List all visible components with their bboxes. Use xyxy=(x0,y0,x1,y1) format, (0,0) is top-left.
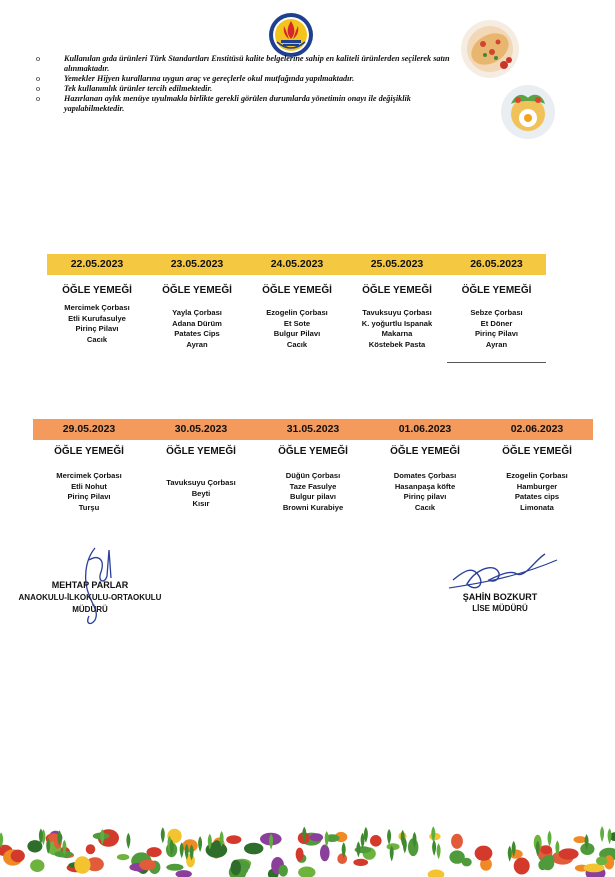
vegetable-shape xyxy=(244,843,263,855)
menu-item: Köstebek Pasta xyxy=(368,339,426,349)
date-header: 22.05.2023 xyxy=(70,258,124,270)
date-header: 29.05.2023 xyxy=(62,423,116,435)
menu-item: Patates cips xyxy=(514,492,560,502)
menu-item: Pirinç pilavı xyxy=(403,492,447,502)
menu-item: Tavuksuyu Çorbası xyxy=(166,478,236,487)
divider-line xyxy=(447,362,546,363)
menu-item: Cacık xyxy=(286,339,308,349)
note-bullet: o xyxy=(36,94,40,103)
date-header: 31.05.2023 xyxy=(286,423,340,435)
menu-item: Etli Nohut xyxy=(71,481,107,491)
menu-items xyxy=(447,308,546,350)
vegetable-shape xyxy=(320,845,330,862)
menu-items xyxy=(47,303,147,345)
meal-title: ÖĞLE YEMEĞİ xyxy=(162,285,232,296)
menu-items xyxy=(247,308,347,350)
food-plate-image xyxy=(459,18,521,80)
left-signatory-title: ANAOKULU-İLKOKULU-ORTAOKULU xyxy=(18,593,162,602)
menu-item: Cacık xyxy=(86,334,108,344)
vegetable-shape xyxy=(541,845,552,854)
date-header: 26.05.2023 xyxy=(470,258,523,270)
menu-item: Ezogelin Çorbası xyxy=(266,308,328,317)
vegetable-shape xyxy=(596,857,607,866)
left-signatory-title: MÜDÜRÜ xyxy=(72,605,108,614)
vegetable-border-image xyxy=(0,818,615,877)
menu-items xyxy=(347,308,447,350)
menu-item: K. yoğurtlu Ispanak xyxy=(361,318,433,328)
menu-item: Pirinç Pilavı xyxy=(474,329,519,339)
menu-item: Mercimek Çorbası xyxy=(56,471,122,480)
meal-title: ÖĞLE YEMEĞİ xyxy=(166,446,236,457)
meal-title: ÖĞLE YEMEĞİ xyxy=(54,446,124,457)
note-text: Tek kullanımlık ürünler tercih edilmektedir. xyxy=(64,84,213,93)
left-signatory-name: MEHTAP PARLAR xyxy=(51,580,129,590)
menu-item: Browni Kurabiye xyxy=(282,502,344,512)
menu-item: Yayla Çorbası xyxy=(172,308,222,317)
note-text: Hazırlanan aylık menüye uyulmakla birlikte gerekli görülen durumlarda yönetimin onayı ile değişiklik yapılabilmektedir. xyxy=(64,94,411,113)
date-header: 24.05.2023 xyxy=(270,258,324,270)
vegetable-shape xyxy=(449,850,464,863)
food-bowl-image xyxy=(498,84,558,140)
date-header: 02.06.2023 xyxy=(510,423,564,435)
vegetable-shape xyxy=(475,846,493,861)
right-signatory-name: ŞAHİN BOZKURT xyxy=(462,592,538,602)
vegetable-shape xyxy=(279,865,288,877)
vegetable-shape xyxy=(310,833,323,841)
meal-title: ÖĞLE YEMEĞİ xyxy=(62,285,132,296)
menu-item: Adana Dürüm xyxy=(172,318,222,328)
vegetable-shape xyxy=(166,864,183,871)
school-logo xyxy=(268,12,314,58)
vegetable-shape xyxy=(226,835,241,844)
menu-item: Kısır xyxy=(192,499,210,509)
menu-item: Et Döner xyxy=(480,318,513,328)
vegetable-shape xyxy=(541,856,554,871)
note-item xyxy=(28,74,468,84)
vegetable-shape xyxy=(231,860,241,876)
note-bullet: o xyxy=(36,74,40,83)
menu-item: Ayran xyxy=(186,339,208,349)
menu-item: Makarna xyxy=(381,329,413,339)
vegetable-shape xyxy=(74,856,90,874)
menu-item: Limonata xyxy=(520,502,554,512)
menu-item: Pirinç Pilavı xyxy=(75,324,119,334)
meal-title: ÖĞLE YEMEĞİ xyxy=(362,285,432,296)
vegetable-shape xyxy=(574,836,587,843)
menu-item: Patates Cips xyxy=(174,329,220,339)
menu-item: Et Sote xyxy=(283,318,311,328)
meal-title: ÖĞLE YEMEĞİ xyxy=(262,285,332,296)
menu-item: Pirinç Pilavı xyxy=(67,492,111,502)
vegetable-shape xyxy=(296,848,304,861)
note-text: Kullanılan gıda ürünleri Türk Standartları Enstitüsü kalite belgelerine sahip en kaliteli ürünlerden seçilerek satın alınmaktadır. xyxy=(64,54,450,73)
note-item xyxy=(28,84,468,94)
menu-item: Sebze Çorbası xyxy=(470,308,523,317)
menu-item: Tavuksuyu Çorbası xyxy=(362,308,432,317)
vegetable-shape xyxy=(451,834,463,849)
date-header: 25.05.2023 xyxy=(370,258,424,270)
menu-item: Hamburger xyxy=(516,481,558,491)
menu-item: Düğün Çorbası xyxy=(285,471,341,480)
vegetable-shape xyxy=(514,858,530,875)
note-bullet: o xyxy=(36,84,40,93)
menu-items xyxy=(481,471,593,513)
vegetable-shape xyxy=(353,859,368,866)
menu-item: Bulgur pilavı xyxy=(290,492,336,502)
right-signatory-title: LİSE MÜDÜRÜ xyxy=(472,604,528,613)
week-1-menu xyxy=(0,254,615,374)
date-header: 23.05.2023 xyxy=(170,258,224,270)
vegetable-shape xyxy=(337,853,347,864)
menu-items xyxy=(33,471,145,513)
meal-title: ÖĞLE YEMEĞİ xyxy=(390,446,460,457)
note-item xyxy=(28,94,468,114)
menu-item: Ezogelin Çorbası xyxy=(506,471,568,480)
menu-item: Mercimek Çorbası xyxy=(64,303,130,312)
meal-title: ÖĞLE YEMEĞİ xyxy=(502,446,572,457)
menu-item: Bulgur Pilavı xyxy=(273,329,321,339)
menu-item: Cacık xyxy=(414,502,436,512)
notes-list xyxy=(28,54,468,114)
vegetable-shape xyxy=(559,848,579,859)
menu-items xyxy=(147,308,247,350)
menu-item: Ayran xyxy=(485,339,508,349)
date-header: 30.05.2023 xyxy=(174,423,228,435)
vegetable-shape xyxy=(117,854,129,860)
vegetable-shape xyxy=(86,844,96,854)
vegetable-shape xyxy=(370,835,382,847)
meal-title: ÖĞLE YEMEĞİ xyxy=(461,285,532,296)
menu-item: Beyti xyxy=(191,488,211,498)
note-text: Yemekler Hijyen kurallarına uygun araç ve gereçlerle okul mutfağında yapılmaktadır. xyxy=(64,74,355,83)
menu-item: Etli Kurufasulye xyxy=(68,313,126,323)
vegetable-shape xyxy=(11,850,25,863)
meal-title: ÖĞLE YEMEĞİ xyxy=(278,446,348,457)
date-header: 01.06.2023 xyxy=(398,423,452,435)
menu-item: Domates Çorbası xyxy=(393,471,457,480)
week-2-menu xyxy=(0,419,615,529)
menu-items xyxy=(257,471,369,513)
vegetable-shape xyxy=(30,859,44,872)
signature-scribble-right xyxy=(445,540,565,600)
vegetable-shape xyxy=(139,860,156,871)
menu-item: Taze Fasulye xyxy=(289,481,337,491)
menu-item: Turşu xyxy=(78,502,100,512)
menu-item: Hasanpaşa köfte xyxy=(394,481,456,491)
menu-items xyxy=(145,478,257,510)
menu-items xyxy=(369,471,481,513)
note-item xyxy=(28,54,468,74)
note-bullet: o xyxy=(36,54,40,63)
